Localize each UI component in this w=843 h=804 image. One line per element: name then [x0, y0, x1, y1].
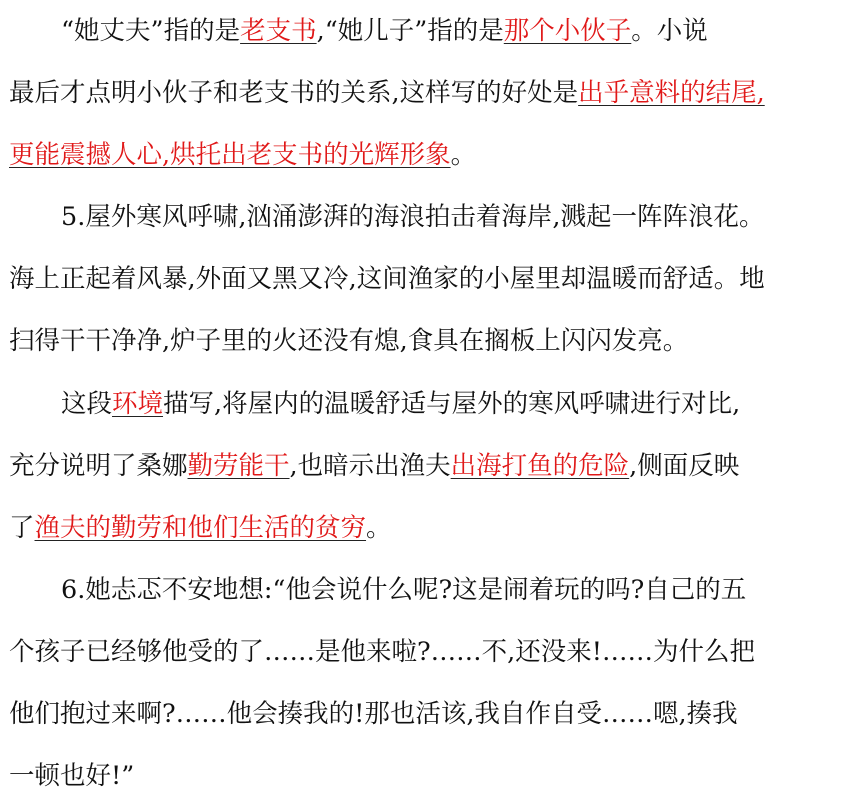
q5-line-4 [9, 384, 835, 424]
answer-blank: 出乎意料的结尾, [578, 78, 765, 108]
q4-text: ,“她儿子”指的是 [316, 16, 504, 46]
q5-text: 充分说明了桑娜 [9, 451, 188, 481]
answer-blank: 渔夫的勤劳和他们生活的贫穷 [34, 513, 367, 543]
q5-text: 这段 [61, 389, 113, 419]
answer-blank: 更能震撼人心,烘托出老支书的光辉形象 [9, 140, 451, 170]
q5-passage-line: 海上正起着风暴,外面又黑又冷,这间渔家的小屋里却温暖而舒适。地 [9, 264, 765, 294]
answer-blank: 环境 [112, 389, 164, 419]
q4-line-1 [9, 11, 835, 51]
q5-text: ,侧面反映 [629, 451, 740, 481]
q4-line-3 [9, 135, 835, 175]
q5-line-6 [9, 508, 835, 548]
q6-passage-line: 他们抱过来啊?……他会揍我的!那也活该,我自作自受……嗯,揍我 [9, 699, 738, 729]
q5-passage-line: 5.屋外寒风呼啸,汹涌澎湃的海浪拍击着海岸,溅起一阵阵浪花。 [61, 202, 765, 232]
q5-passage-line: 扫得干干净净,炉子里的火还没有熄,食具在搁板上闪闪发亮。 [9, 326, 689, 356]
q4-text: 最后才点明小伙子和老支书的关系,这样写的好处是 [9, 78, 579, 108]
answer-blank: 老支书 [240, 16, 317, 46]
answer-blank: 勤劳能干 [187, 451, 290, 481]
q4-text: 。小说 [631, 16, 708, 46]
q6-passage-line: 一顿也好!” [9, 761, 135, 791]
q5-text: 。 [366, 513, 392, 543]
q4-text: 。 [450, 140, 477, 170]
answer-blank: 出海打鱼的危险 [450, 451, 630, 481]
q5-line-5 [9, 446, 835, 486]
q5-text: 了 [9, 513, 35, 543]
q6-passage-line: 6.她忐忑不安地想:“他会说什么呢?这是闹着玩的吗?自己的五 [61, 575, 747, 605]
q5-text: ,也暗示出渔夫 [289, 451, 451, 481]
answer-blank: 那个小伙子 [503, 16, 632, 46]
q4-text: “她丈夫”指的是 [61, 16, 241, 46]
q4-line-2 [9, 73, 835, 113]
q6-passage-line: 个孩子已经够他受的了……是他来啦?……不,还没来!……为什么把 [9, 637, 756, 667]
q5-text: 描写,将屋内的温暖舒适与屋外的寒风呼啸进行对比, [163, 389, 741, 419]
